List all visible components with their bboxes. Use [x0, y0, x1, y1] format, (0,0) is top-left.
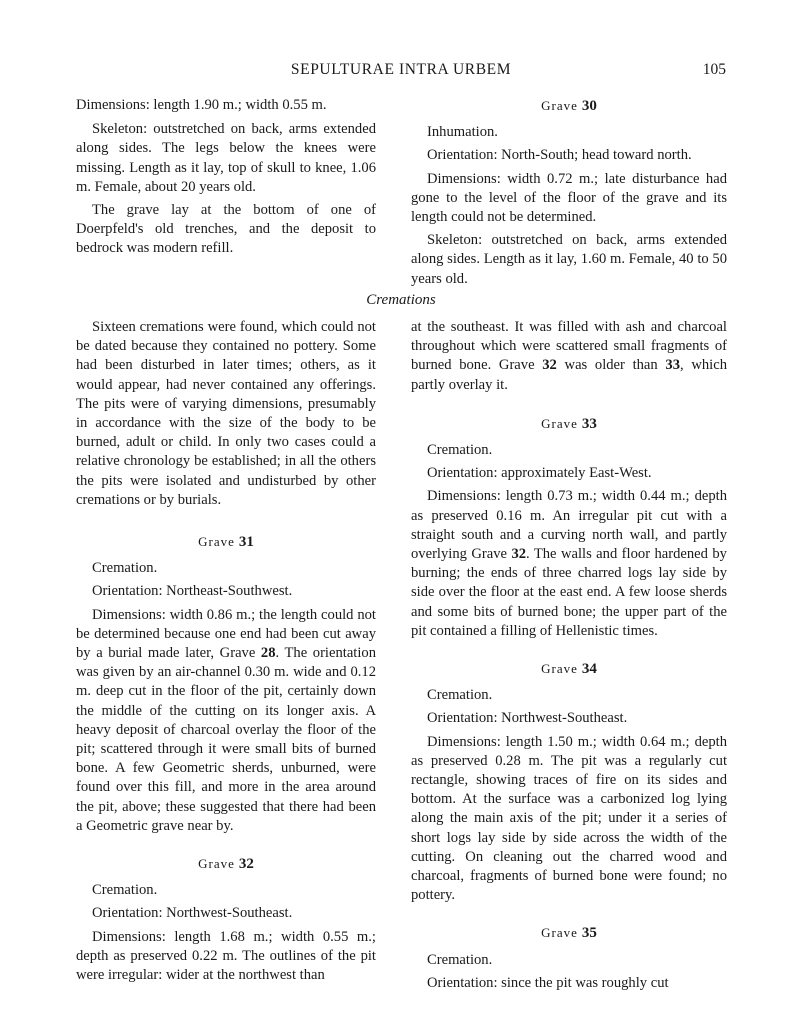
grave-30-section [411, 96, 727, 293]
grave-number: 34 [581, 661, 597, 678]
grave-35-type: Cremation. [427, 951, 493, 968]
grave-33-type: Cremation. [427, 442, 493, 459]
grave-30-dimensions: Dimensions: width 0.72 m.; late disturbance had gone to the level of the floor of the grave and its length could not be determined. [411, 170, 727, 226]
previous-grave-skeleton: Skeleton: outstretched on back, arms extended along sides. The legs below the knees were missing. Length as it lay, top of skull to knee, 1.06 m. Female, about 20 years old. [76, 121, 376, 195]
previous-grave-dimensions: Dimensions: length 1.90 m.; width 0.55 m. [76, 97, 327, 113]
previous-grave-note: The grave lay at the bottom of one of Doerpfeld's old trenches, and the deposit to bedrock was modern refill. [76, 202, 376, 257]
grave-33-heading [411, 414, 727, 434]
grave-34-heading [411, 659, 727, 679]
grave-31-type: Cremation. [92, 560, 158, 577]
grave-number: 30 [581, 98, 597, 114]
grave-31-dimensions-b: . The orientation was given by an air-channel 0.30 m. wide and 0.12 m. deep cut in the floor of the pit, certainly down the middle of the cutting on its longer axis. A heavy deposit of charcoal overlay the floor of the pit; scattered through it were small bits of burned bone. A few Geometric sherds, unburned, were found over this fill, and more in the area around the pit, above; these suggested that there had been a Geometric grave near by. [76, 645, 376, 834]
grave-34-dimensions: Dimensions: length 1.50 m.; width 0.64 m.; depth as preserved 0.28 m. The pit was a regularly cut rectangle, showing traces of fire on its sides and bottom. At the surface was a carbonized log lying along the main axis of the pit; under it a series of short logs lay side by side across the width of the cutting. On cleaning out the charred wood and charcoal, fragments of burned bone were found; no pottery. [411, 733, 727, 904]
grave-number: 32 [238, 856, 254, 873]
grave-number: 31 [238, 534, 254, 551]
top-left-column [76, 96, 376, 263]
grave-label: Grave [198, 534, 235, 550]
grave-32-cont-a: at the southeast. It was filled with ash and charcoal throughout which were scattered small fragments of burned bone. Grave [411, 319, 727, 374]
page-number: 105 [702, 61, 726, 78]
grave-label: Grave [541, 98, 578, 113]
grave-ref: 28 [260, 645, 276, 662]
grave-31-dimensions-a: Dimensions: width 0.86 m.; the length could not be determined because one end had been cut away by a burial made later, Grave [76, 606, 376, 662]
grave-33-dimensions-b: . The walls and floor hardened by burning; the ends of three charred logs lay side by side over the floor at the east end. A few loose sherds and some bits of burned bone; the upper part of the pit contained a filling of Hellenistic times. [411, 546, 727, 639]
grave-33-orientation: Orientation: approximately East-West. [427, 465, 652, 482]
grave-label: Grave [541, 415, 578, 431]
grave-33-dimensions [411, 487, 727, 641]
grave-35-orientation: Orientation: since the pit was roughly cut [427, 974, 669, 991]
grave-32-cont-b: was older than [556, 357, 666, 374]
grave-label: Grave [541, 661, 578, 677]
grave-ref: 32 [511, 546, 527, 563]
grave-32-continuation [411, 318, 727, 395]
grave-34-orientation: Orientation: Northwest-Southeast. [427, 710, 628, 727]
page-header [76, 60, 726, 84]
grave-label: Grave [198, 856, 235, 872]
grave-31-orientation: Orientation: Northeast-Southwest. [92, 583, 293, 600]
grave-ref: 33 [665, 357, 680, 374]
grave-30-skeleton: Skeleton: outstretched on back, arms extended along sides. Length as it lay, 1.60 m. Female, 40 to 50 years old. [411, 232, 727, 287]
grave-30-type: Inhumation. [427, 124, 498, 141]
grave-35-heading [411, 923, 727, 943]
grave-32-heading [76, 854, 376, 874]
left-column [76, 318, 376, 989]
grave-label: Grave [541, 925, 578, 941]
right-column [411, 318, 727, 997]
grave-34-type: Cremation. [427, 687, 493, 704]
grave-30-heading [411, 96, 727, 116]
grave-32-type: Cremation. [92, 882, 158, 899]
grave-number: 35 [581, 925, 597, 942]
grave-31-dimensions [76, 606, 376, 836]
grave-32-cont-c: , which partly overlay it. [411, 357, 727, 393]
grave-32-dimensions: Dimensions: length 1.68 m.; width 0.55 m.; depth as preserved 0.22 m. The outlines of the pit were irregular: wider at the northwest than [76, 928, 376, 984]
grave-30-orientation: Orientation: North-South; head toward north. [427, 147, 692, 164]
running-title: SEPULTURAE INTRA URBEM [290, 61, 512, 78]
section-title: Cremations [366, 292, 436, 308]
grave-ref: 32 [542, 357, 557, 374]
grave-32-orientation: Orientation: Northwest-Southeast. [92, 905, 293, 922]
cremations-intro: Sixteen cremations were found, which could not be dated because they contained no pottery. Some had been disturbed in later times; others, as it would appear, had never contained any offerings. The pits were of varying dimensions, presumably in accordance with the size of the body to be burned, adult or child. In only two cases could a relative chronology be established; in all the others the pits were isolated and undisturbed by other cremations or by burials. [76, 319, 376, 508]
grave-33-dimensions-a: Dimensions: length 0.73 m.; width 0.44 m.; depth as preserved 0.16 m. An irregular pit cut with a straight south and a curving north wall, and partly overlying Grave [411, 488, 727, 563]
grave-31-heading [76, 532, 376, 552]
grave-number: 33 [581, 415, 597, 432]
